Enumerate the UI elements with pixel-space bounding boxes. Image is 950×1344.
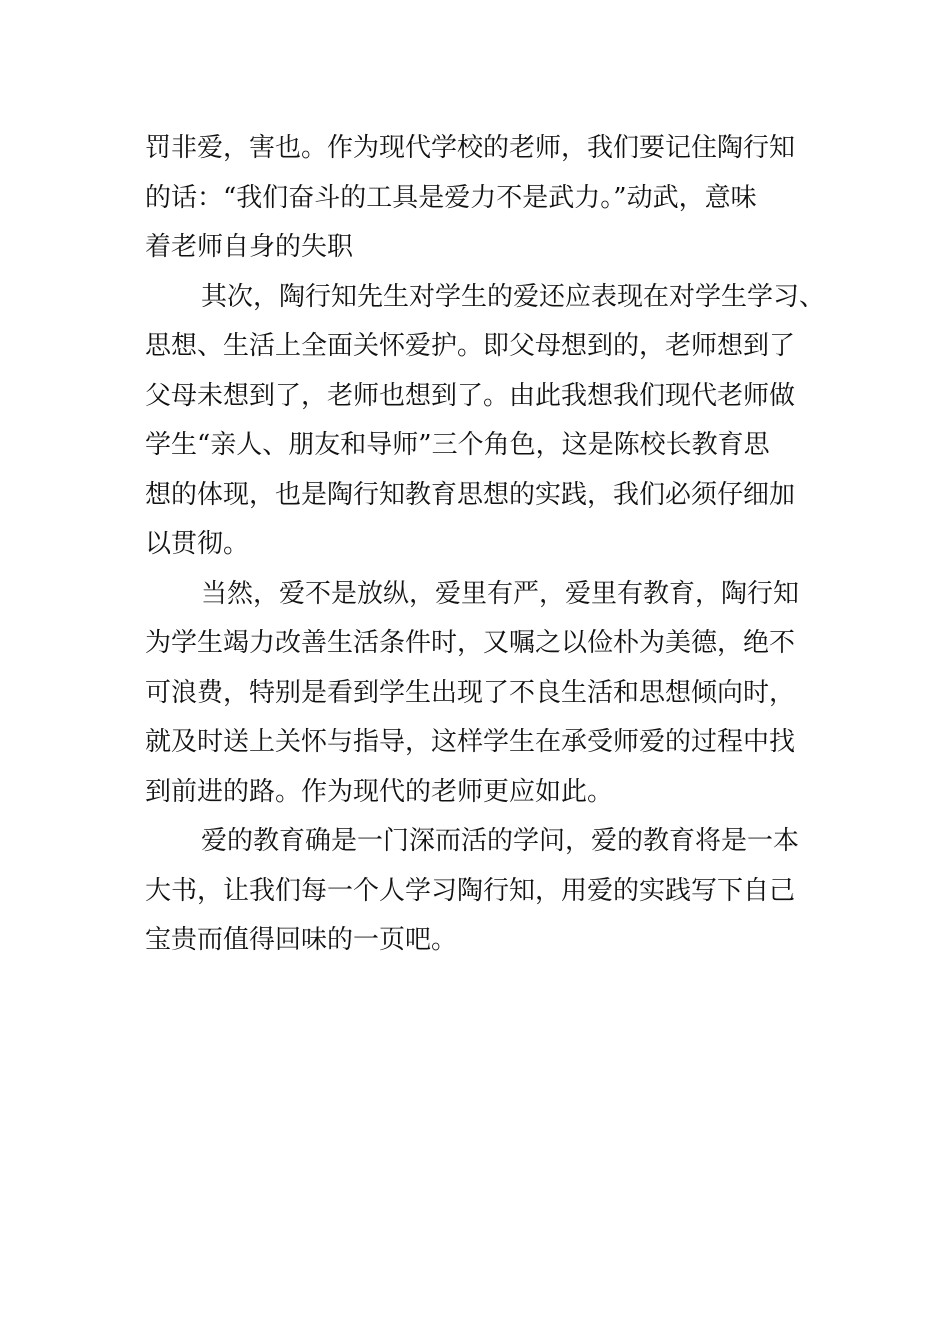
text-line: 爱的教育确是一门深而活的学问，爱的教育将是一本 <box>201 826 800 856</box>
text-line: 大书，让我们每一个人学习陶行知，用爱的实践写下自己 <box>145 875 796 906</box>
paragraph-3 <box>145 570 825 818</box>
text-line: 以贯彻。 <box>145 529 250 559</box>
text-line: 为学生竭力改善生活条件时，又嘱之以俭朴为美德，绝不 <box>145 628 796 658</box>
text-line: 的话：“我们奋斗的工具是爱力不是武力。”动武，意味 <box>145 182 757 213</box>
text-line: 学生“亲人、朋友和导师”三个角色，这是陈校长教育思 <box>145 430 770 460</box>
text-line: 罚非爱，害也。作为现代学校的老师，我们要记住陶行知 <box>145 133 796 163</box>
text-line: 当然，爱不是放纵，爱里有严，爱里有教育，陶行知 <box>201 578 800 609</box>
text-line: 想的体现，也是陶行知教育思想的实践，我们必须仔细加 <box>145 479 796 510</box>
text-line: 宝贵而值得回味的一页吧。 <box>145 925 458 955</box>
paragraph-1 <box>145 124 825 273</box>
text-line: 父母未想到了，老师也想到了。由此我想我们现代老师做 <box>145 380 796 411</box>
text-line: 其次，陶行知先生对学生的爱还应表现在对学生学习、 <box>201 281 826 312</box>
text-line: 可浪费，特别是看到学生出现了不良生活和思想倾向时， <box>145 677 796 708</box>
text-line: 到前进的路。作为现代的老师更应如此。 <box>145 776 614 807</box>
document-body <box>145 124 825 966</box>
text-line: 着老师自身的失职 <box>145 232 354 262</box>
text-line: 就及时送上关怀与指导，这样学生在承受师爱的过程中找 <box>145 727 796 757</box>
paragraph-2 <box>145 273 825 570</box>
text-line: 思想、生活上全面关怀爱护。即父母想到的，老师想到了 <box>145 331 796 361</box>
paragraph-4 <box>145 817 825 966</box>
